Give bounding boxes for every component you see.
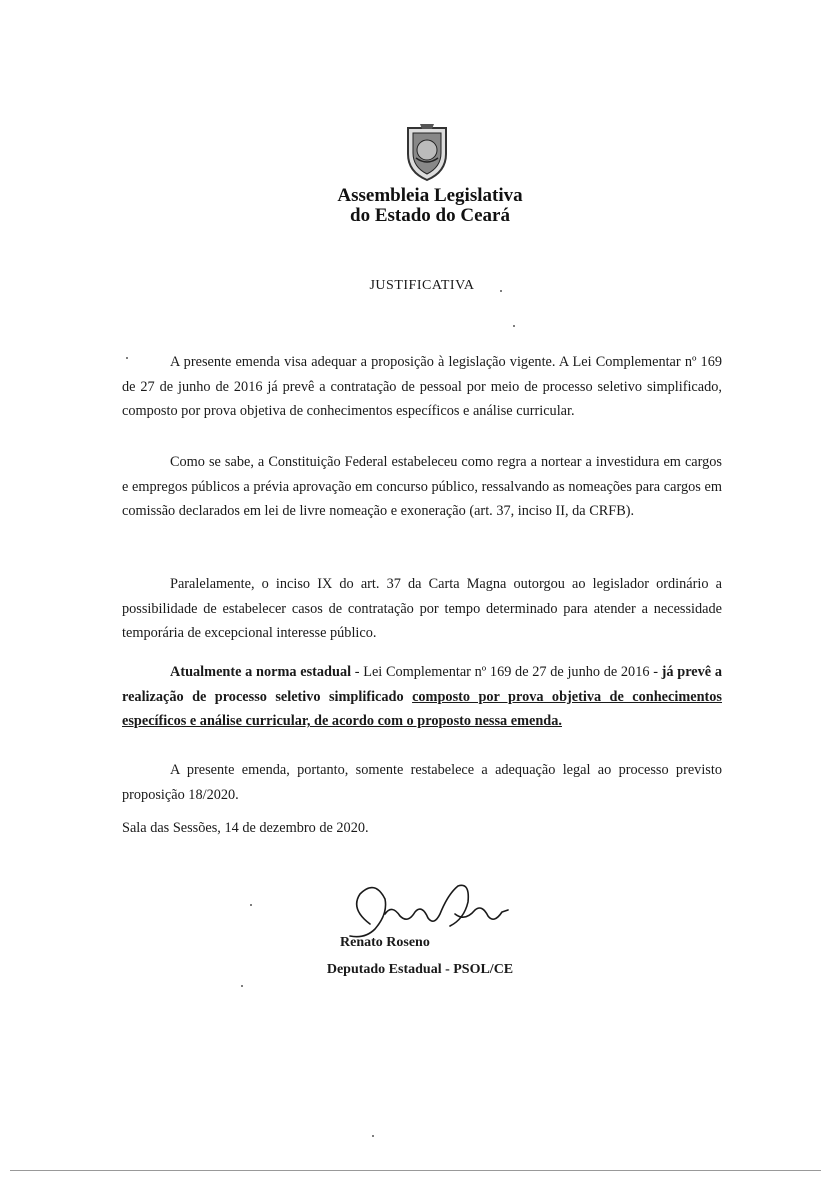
- signatory-name: Renato Roseno: [340, 935, 430, 950]
- scan-speck: [372, 1135, 374, 1137]
- paragraph-4-underlined: composto por prova objetiva de conhecimentos específicos e análise curricular, de acordo com o proposto nessa emenda.: [122, 688, 722, 729]
- institution-name: [300, 186, 560, 226]
- scan-speck: [250, 904, 252, 906]
- document-title: JUSTIFICATIVA: [369, 278, 475, 293]
- institution-line-2: do Estado do Ceará: [350, 205, 510, 226]
- paragraph-2: [122, 450, 722, 524]
- paragraph-1: [122, 350, 722, 424]
- scan-edge-line: [10, 1170, 821, 1171]
- paragraph-3-text: Paralelamente, o inciso IX do art. 37 da Carta Magna outorgou ao legislador ordinário a possibilidade de estabelecer casos de contratação por tempo determinado para atender a necessidade temporária de excepcional interesse público.: [122, 576, 722, 641]
- scan-speck: [500, 290, 502, 292]
- signatory-role: Deputado Estadual - PSOL/CE: [326, 962, 514, 977]
- coat-of-arms-icon: [394, 118, 460, 184]
- paragraph-5: [122, 758, 722, 807]
- paragraph-2-text: Como se sabe, a Constituição Federal estabeleceu como regra a nortear a investidura em cargos e empregos públicos a prévia aprovação em concurso público, ressalvando as nomeações para cargos em comissão declarados em lei de livre nomeação e exoneração (art. 37, inciso II, da CRFB).: [122, 454, 722, 519]
- paragraph-4-bold-b: já prevê a realização de processo seletivo simplificado: [122, 664, 722, 705]
- paragraph-4: [122, 660, 722, 734]
- paragraph-4-bold-a: Atualmente a norma estadual: [170, 664, 352, 680]
- paragraph-5-text: A presente emenda, portanto, somente restabelece a adequação legal ao processo previsto proposição 18/2020.: [122, 762, 722, 803]
- place-date: Sala das Sessões, 14 de dezembro de 2020.: [122, 820, 369, 836]
- scan-speck: [513, 325, 515, 327]
- scan-speck: [126, 357, 128, 359]
- paragraph-3: [122, 572, 722, 646]
- paragraph-1-text: A presente emenda visa adequar a proposição à legislação vigente. A Lei Complementar nº 169 de 27 de junho de 2016 já prevê a contratação de pessoal por meio de processo seletivo simplificado, composto por prova objetiva de conhecimentos específicos e análise curricular.: [122, 354, 722, 419]
- paragraph-4-plain: - Lei Complementar nº 169 de 27 de junho de 2016 -: [351, 664, 662, 680]
- scan-speck: [241, 985, 243, 987]
- institution-line-1: Assembleia Legislativa: [337, 185, 523, 206]
